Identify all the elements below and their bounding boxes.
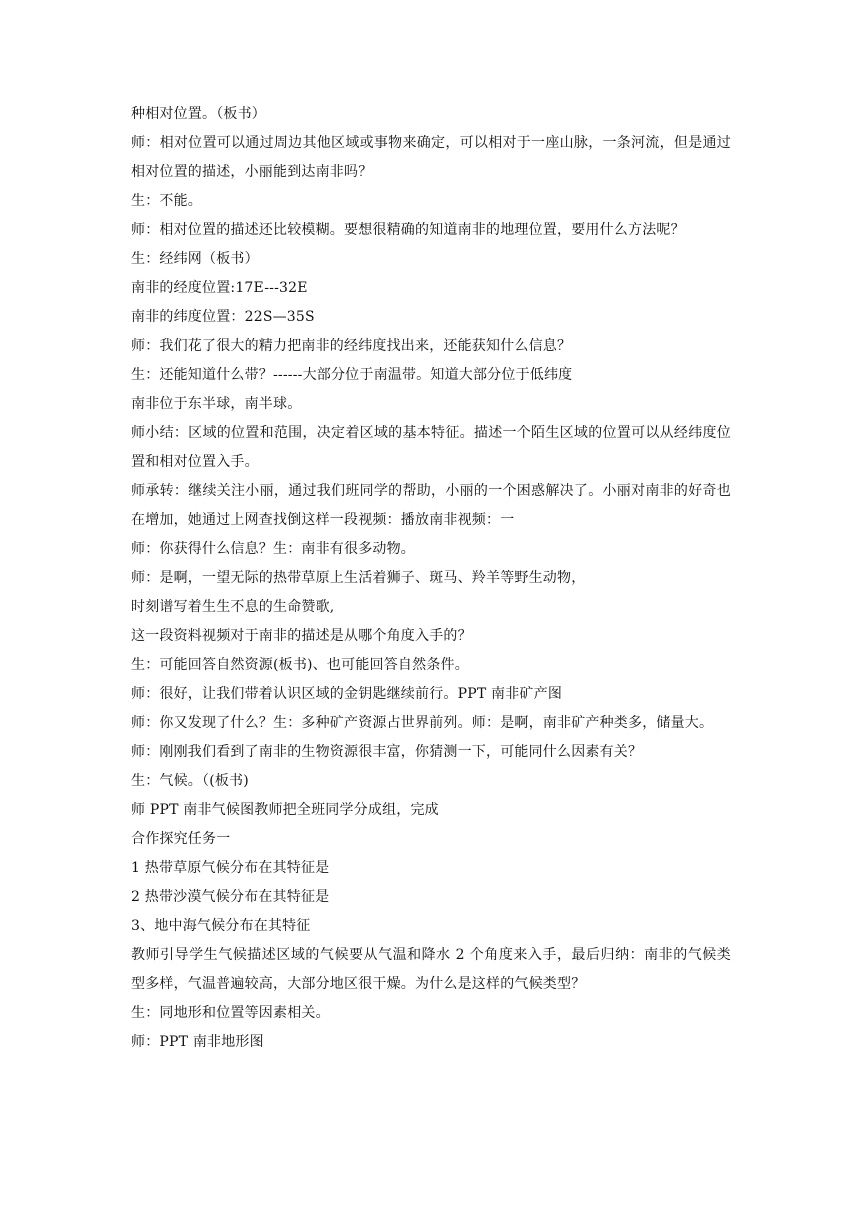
text-line: 师：你获得什么信息？生：南非有很多动物。 <box>131 541 415 557</box>
text-line: 时刻谱写着生生不息的生命赞歌, <box>131 599 335 615</box>
document-body <box>131 100 731 1057</box>
text-line: 3、地中海气候分布在其特征 <box>131 918 311 934</box>
text-line: 生：经纬网（板书） <box>131 251 259 267</box>
text-line: 1 热带草原气候分布在其特征是 <box>131 860 330 876</box>
text-paragraph: 教师引导学生气候描述区域的气候要从气温和降水 2 个角度来入手，最后归纳：南非的气候类型多样，气温普遍较高，大部分地区很干燥。为什么是这样的气候类型？ <box>131 947 731 992</box>
text-line: 生：可能回答自然资源(板书)、也可能回答自然条件。 <box>131 657 469 673</box>
text-line: 师：很好，让我们带着认识区域的金钥匙继续前行。PPT 南非矿产图 <box>131 686 563 702</box>
text-line: 生：气候。（(板书) <box>131 773 249 789</box>
text-line: 师 PPT 南非气候图教师把全班同学分成组，完成 <box>131 802 439 818</box>
text-line: 师：PPT 南非地形图 <box>131 1034 264 1050</box>
text-line: 南非的纬度位置：22S—35S <box>131 309 315 325</box>
text-line: 南非位于东半球，南半球。 <box>131 396 302 412</box>
text-paragraph: 师：你又发现了什么？生：多种矿产资源占世界前列。师：是啊，南非矿产种类多，储量大。 <box>131 715 714 731</box>
text-line: 师：相对位置的描述还比较模糊。要想很精确的知道南非的地理位置，要用什么方法呢？ <box>131 222 685 238</box>
text-paragraph: 师小结：区域的位置和范围，决定着区域的基本特征。描述一个陌生区域的位置可以从经纬度位置和相对位置入手。 <box>131 425 731 470</box>
text-line: 生：还能知道什么带？------大部分位于南温带。知道大部分位于低纬度 <box>131 367 573 383</box>
text-line: 这一段资料视频对于南非的描述是从哪个角度入手的？ <box>131 628 472 644</box>
text-line: 生：不能。 <box>131 193 202 209</box>
text-line: 种相对位置。（板书） <box>131 106 266 122</box>
text-line: 师：是啊，一望无际的热带草原上生活着狮子、斑马、羚羊等野生动物， <box>131 570 586 586</box>
text-paragraph: 师承转：继续关注小丽，通过我们班同学的帮助，小丽的一个困惑解决了。小丽对南非的好奇也在增加，她通过上网查找倒这样一段视频：播放南非视频：一 <box>131 483 731 528</box>
text-line: 生：同地形和位置等因素相关。 <box>131 1005 330 1021</box>
text-line: 南非的经度位置:17E---32E <box>131 280 308 296</box>
text-paragraph: 师：相对位置可以通过周边其他区域或事物来确定，可以相对于一座山脉，一条河流，但是通过相对位置的描述，小丽能到达南非吗？ <box>131 135 731 180</box>
text-line: 2 热带沙漠气候分布在其特征是 <box>131 889 330 905</box>
text-line: 师：刚刚我们看到了南非的生物资源很丰富，你猜测一下，可能同什么因素有关？ <box>131 744 643 760</box>
text-line: 师：我们花了很大的精力把南非的经纬度找出来，还能获知什么信息？ <box>131 338 572 354</box>
text-line: 合作探究任务一 <box>131 831 231 847</box>
